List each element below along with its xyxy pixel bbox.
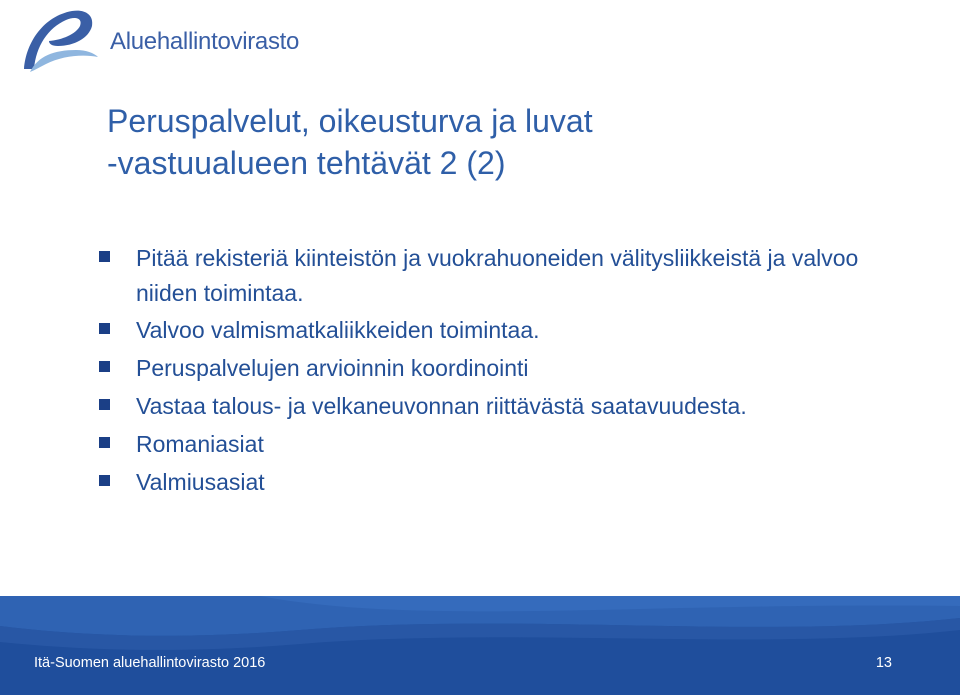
bullet-square-icon <box>99 323 110 334</box>
bullet-square-icon <box>99 399 110 410</box>
list-item <box>99 463 919 501</box>
bullet-text: Romaniasiat <box>136 431 264 457</box>
list-item <box>99 349 919 387</box>
bullet-square-icon <box>99 437 110 448</box>
slide-title <box>107 100 927 184</box>
list-item <box>99 241 919 311</box>
bullet-text: Valvoo valmismatkaliikkeiden toimintaa. <box>136 317 540 343</box>
bullet-square-icon <box>99 251 110 262</box>
footer-band <box>0 596 960 695</box>
footer-organization: Itä-Suomen aluehallintovirasto 2016 <box>34 655 266 671</box>
bullet-square-icon <box>99 361 110 372</box>
title-line-2: -vastuualueen tehtävät 2 (2) <box>107 145 506 181</box>
list-item <box>99 387 919 425</box>
footer-wave <box>0 596 960 695</box>
bullet-text: Valmiusasiat <box>136 469 265 495</box>
page-number: 13 <box>875 655 892 671</box>
bullet-square-icon <box>99 475 110 486</box>
brand-name: Aluehallintovirasto <box>110 28 300 55</box>
list-item <box>99 311 919 349</box>
bullet-text: Vastaa talous- ja velkaneuvonnan riittävästä saatavuudesta. <box>136 393 747 419</box>
bullet-text: Peruspalvelujen arvioinnin koordinointi <box>136 355 529 381</box>
logo-icon <box>20 6 100 74</box>
title-line-1: Peruspalvelut, oikeusturva ja luvat <box>107 103 593 139</box>
brand-logo <box>20 6 320 76</box>
bullet-text: Pitää rekisteriä kiinteistön ja vuokrahuoneiden välitysliikkeistä ja valvoo niiden toimintaa. <box>136 245 859 306</box>
bullet-list <box>99 241 919 501</box>
list-item <box>99 425 919 463</box>
